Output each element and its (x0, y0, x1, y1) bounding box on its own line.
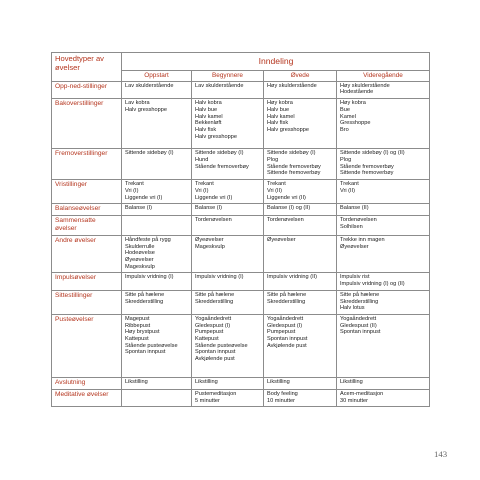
exercise-item: Balanse (II) (340, 205, 369, 212)
exercise-item: Ribbepust (125, 322, 151, 329)
exercise-item: Halv kamel (267, 113, 295, 120)
table-row-meditative-exercises (52, 389, 430, 406)
table-row-breathing-exercises (52, 314, 430, 377)
row-label-upside-down-poses: Opp-ned-stillinger (52, 81, 122, 98)
main-types-header: Hovedtyper av øvelser (52, 53, 122, 82)
cell-other-exercises-start (122, 235, 192, 273)
cell-forward-bend-poses-advanced (337, 149, 430, 180)
exercise-item: Bekkenløft (195, 120, 222, 127)
row-label-balance-exercises: Balanseøvelser (52, 204, 122, 216)
exercise-item: Tordenøvelsen (267, 217, 304, 224)
cell-impulse-exercises-beginners (192, 273, 264, 290)
exercise-item: Hodestående (340, 89, 374, 96)
table-row-closing (52, 377, 430, 389)
exercise-item: Body feeling (267, 390, 298, 397)
exercise-item: Høy kobra (267, 100, 293, 107)
exercise-item: Gledespust (I) (195, 322, 231, 329)
cell-balance-exercises-advanced (337, 204, 430, 216)
exercise-item: Sittende sidebøy (I) og (II) (340, 150, 405, 157)
exercise-item: Spontan innpust (267, 336, 308, 343)
cell-other-exercises-beginners (192, 235, 264, 273)
row-label-twist-poses: Vristillinger (52, 180, 122, 204)
exercise-item: Øyeøvelser (267, 236, 296, 243)
exercise-table (51, 52, 430, 407)
cell-forward-bend-poses-practiced (264, 149, 337, 180)
exercise-item: Kattepust (195, 336, 219, 343)
exercise-item: Balanse (I) og (II) (267, 205, 311, 212)
table-body (52, 81, 430, 407)
row-label-combined-exercises: Sammensatte øvelser (52, 216, 122, 236)
cell-backbend-poses-start (122, 99, 192, 149)
exercise-item: Skredderstilling (340, 298, 379, 305)
exercise-item: 30 minutter (340, 397, 368, 404)
exercise-item: Plog (340, 156, 352, 163)
exercise-item: Sitte på hælene (195, 291, 235, 298)
exercise-item: Lav skulderstående (125, 82, 174, 89)
exercise-item: Halv gresshoppe (195, 133, 237, 140)
exercise-item: Stående fremoverbøy (340, 163, 394, 170)
exercise-item: Høy skulderstående (267, 82, 317, 89)
exercise-item: Vri (I) (195, 187, 209, 194)
exercise-item: Høy brystpust (125, 329, 160, 336)
exercise-item: Likstilling (340, 378, 363, 385)
table-row-backbend-poses (52, 99, 430, 149)
cell-meditative-exercises-practiced (264, 389, 337, 406)
exercise-item: Sitte på hælene (125, 291, 165, 298)
row-label-meditative-exercises: Meditative øvelser (52, 389, 122, 406)
cell-meditative-exercises-start (122, 389, 192, 406)
exercise-item: Stående fremoverbøy (195, 163, 249, 170)
exercise-item: Høy kobra (340, 100, 366, 107)
exercise-item: Impulsiv rist (340, 274, 370, 281)
cell-impulse-exercises-advanced (337, 273, 430, 290)
exercise-item: Halv bue (195, 106, 218, 113)
exercise-item: Sittende fremoverbøy (340, 170, 394, 177)
cell-forward-bend-poses-start (122, 149, 192, 180)
exercise-item: Gledespust (II) (340, 322, 377, 329)
exercise-item: Halv fisk (195, 126, 217, 133)
exercise-item: Yogaåndedrett (195, 315, 232, 322)
exercise-item: Halv gresshoppe (267, 126, 309, 133)
exercise-item: Mageskvulp (195, 243, 225, 250)
exercise-item: Impulsiv vridning (II) (267, 274, 318, 281)
exercise-item: Håndfeste på rygg (125, 236, 171, 243)
cell-combined-exercises-beginners (192, 216, 264, 236)
level-header-advanced: Videregående (337, 71, 430, 82)
cell-upside-down-poses-advanced (337, 81, 430, 98)
exercise-item: Balanse (I) (125, 205, 153, 212)
exercise-item: Halv gresshoppe (125, 106, 167, 113)
exercise-item: Skredderstilling (125, 298, 164, 305)
exercise-item: Tordenøvelsen (340, 217, 377, 224)
cell-upside-down-poses-start (122, 81, 192, 98)
exercise-item: Pumpepust (195, 329, 224, 336)
exercise-item: Impulsiv vridning (I) og (II) (340, 281, 405, 288)
cell-meditative-exercises-advanced (337, 389, 430, 406)
cell-twist-poses-beginners (192, 180, 264, 204)
row-label-impulse-exercises: Impulsøvelser (52, 273, 122, 290)
exercise-item: Spontan innpust (125, 349, 166, 356)
exercise-item: Øyeøvelser (340, 243, 369, 250)
level-header-start: Oppstart (122, 71, 192, 82)
exercise-item: Acem-meditasjon (340, 390, 384, 397)
exercise-item: Trekant (340, 181, 359, 188)
table-row-combined-exercises (52, 216, 430, 236)
exercise-item: Spontan innpust (195, 349, 236, 356)
cell-combined-exercises-practiced (264, 216, 337, 236)
cell-impulse-exercises-start (122, 273, 192, 290)
table-row-other-exercises (52, 235, 430, 273)
cell-closing-advanced (337, 377, 430, 389)
cell-forward-bend-poses-beginners (192, 149, 264, 180)
cell-balance-exercises-beginners (192, 204, 264, 216)
table-row-impulse-exercises (52, 273, 430, 290)
cell-backbend-poses-advanced (337, 99, 430, 149)
exercise-item: 10 minutter (267, 397, 295, 404)
exercise-item: Gresshoppe (340, 120, 371, 127)
exercise-item: Hodeøvelse (125, 250, 155, 257)
cell-upside-down-poses-practiced (264, 81, 337, 98)
cell-combined-exercises-advanced (337, 216, 430, 236)
exercise-item: Trekant (125, 181, 144, 188)
cell-combined-exercises-start (122, 216, 192, 236)
exercise-item: Yogaåndedrett (340, 315, 377, 322)
exercise-item: Mageskvulp (125, 263, 155, 270)
table-row-forward-bend-poses (52, 149, 430, 180)
cell-impulse-exercises-practiced (264, 273, 337, 290)
exercise-item: Kattepust (125, 336, 149, 343)
exercise-item: Yogaåndedrett (267, 315, 304, 322)
exercise-item: Vri (I) (125, 187, 139, 194)
exercise-item: Avkjølende pust (195, 356, 235, 363)
cell-balance-exercises-practiced (264, 204, 337, 216)
exercise-item: Pumpepust (267, 329, 296, 336)
exercise-item: Halv kamel (195, 113, 223, 120)
level-header-beginners: Begynnere (192, 71, 264, 82)
cell-closing-start (122, 377, 192, 389)
exercise-item: Halv lotus (340, 305, 365, 312)
cell-backbend-poses-practiced (264, 99, 337, 149)
exercise-item: Bro (340, 126, 349, 133)
cell-balance-exercises-start (122, 204, 192, 216)
exercise-item: Sittende fremoverbøy (267, 170, 321, 177)
cell-breathing-exercises-practiced (264, 314, 337, 377)
exercise-item: Øyeøvelser (125, 257, 154, 264)
exercise-item: Vri (II) (267, 187, 283, 194)
exercise-item: Sittende sidebøy (I) (195, 150, 244, 157)
row-label-breathing-exercises: Pusteøvelser (52, 314, 122, 377)
exercise-item: Likstilling (267, 378, 290, 385)
cell-closing-practiced (264, 377, 337, 389)
exercise-item: Kamel (340, 113, 356, 120)
cell-twist-poses-practiced (264, 180, 337, 204)
exercise-item: 5 minutter (195, 397, 220, 404)
cell-sitting-poses-start (122, 290, 192, 314)
exercise-item: Trekant (267, 181, 286, 188)
exercise-item: Øyeøvelser (195, 236, 224, 243)
exercise-item: Skredderstilling (195, 298, 234, 305)
exercise-item: Skulderrulle (125, 243, 155, 250)
header-row-main (52, 53, 430, 71)
cell-breathing-exercises-advanced (337, 314, 430, 377)
cell-breathing-exercises-beginners (192, 314, 264, 377)
level-header-practiced: Øvede (264, 71, 337, 82)
cell-twist-poses-start (122, 180, 192, 204)
row-label-sitting-poses: Sittestillinger (52, 290, 122, 314)
exercise-item: Sittende sidebøy (I) (267, 150, 316, 157)
cell-other-exercises-advanced (337, 235, 430, 273)
exercise-item: Gledespust (I) (267, 322, 303, 329)
exercise-item: Stående fremoverbøy (267, 163, 321, 170)
cell-backbend-poses-beginners (192, 99, 264, 149)
exercise-item: Skredderstilling (267, 298, 306, 305)
exercise-item: Magepust (125, 315, 150, 322)
cell-meditative-exercises-beginners (192, 389, 264, 406)
exercise-item: Sitte på hælene (267, 291, 307, 298)
cell-sitting-poses-practiced (264, 290, 337, 314)
exercise-item: Likstilling (195, 378, 218, 385)
row-label-other-exercises: Andre øvelser (52, 235, 122, 273)
division-header: Inndeling (122, 53, 430, 71)
cell-sitting-poses-advanced (337, 290, 430, 314)
exercise-item: Pustemeditasjon (195, 390, 237, 397)
exercise-item: Bue (340, 106, 350, 113)
exercise-item: Likstilling (125, 378, 148, 385)
exercise-item: Plog (267, 156, 279, 163)
row-label-closing: Avslutning (52, 377, 122, 389)
exercise-item: Solhilsen (340, 223, 363, 230)
exercise-item: Lav kobra (125, 100, 150, 107)
exercise-item: Vri (II) (340, 187, 356, 194)
exercise-item: Liggende vri (II) (267, 194, 306, 201)
exercise-item: Halv kobra (195, 100, 222, 107)
cell-breathing-exercises-start (122, 314, 192, 377)
exercise-item: Stående pusteøvelse (195, 342, 248, 349)
exercise-item: Trekke inn magen (340, 236, 385, 243)
table-row-balance-exercises (52, 204, 430, 216)
exercise-item: Halv fisk (267, 120, 289, 127)
page-number: 143 (434, 449, 448, 459)
table-row-twist-poses (52, 180, 430, 204)
cell-closing-beginners (192, 377, 264, 389)
row-label-backbend-poses: Bakoverstillinger (52, 99, 122, 149)
table-row-upside-down-poses (52, 81, 430, 98)
exercise-item: Stående pusteøvelse (125, 342, 178, 349)
exercise-item: Sitte på hælene (340, 291, 380, 298)
cell-other-exercises-practiced (264, 235, 337, 273)
exercise-item: Liggende vri (I) (195, 194, 233, 201)
exercise-item: Halv bue (267, 106, 290, 113)
exercise-item: Tordenøvelsen (195, 217, 232, 224)
exercise-item: Impulsiv vridning (I) (125, 274, 174, 281)
exercise-item: Trekant (195, 181, 214, 188)
exercise-item: Impulsiv vridning (I) (195, 274, 244, 281)
table-row-sitting-poses (52, 290, 430, 314)
row-label-forward-bend-poses: Fremoverstillinger (52, 149, 122, 180)
exercise-item: Spontan innpust (340, 329, 381, 336)
exercise-item: Avkjølende pust (267, 342, 307, 349)
exercise-item: Balanse (I) (195, 205, 223, 212)
cell-upside-down-poses-beginners (192, 81, 264, 98)
exercise-item: Høy skulderstående (340, 82, 390, 89)
cell-twist-poses-advanced (337, 180, 430, 204)
exercise-item: Lav skulderstående (195, 82, 244, 89)
exercise-item: Sittende sidebøy (I) (125, 150, 174, 157)
exercise-item: Liggende vri (I) (125, 194, 163, 201)
cell-sitting-poses-beginners (192, 290, 264, 314)
exercise-item: Hund (195, 156, 209, 163)
